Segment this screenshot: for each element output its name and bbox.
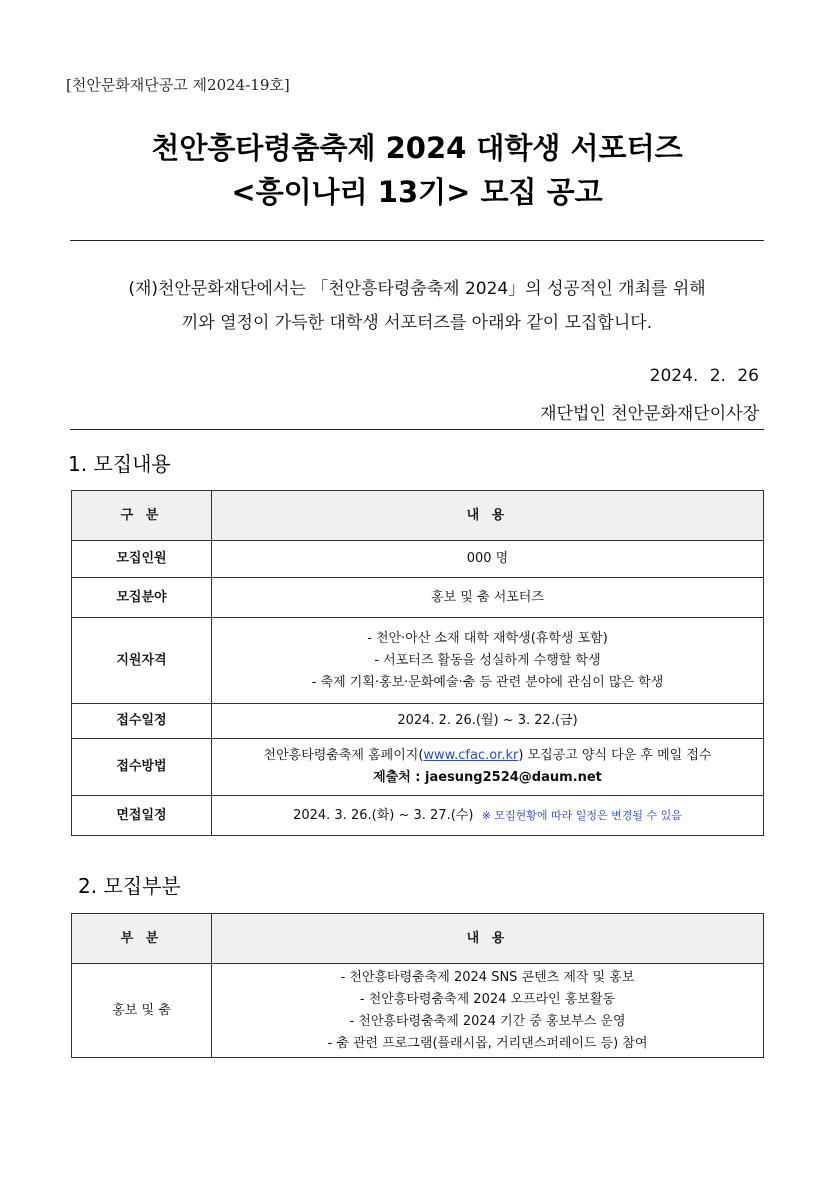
intro-line1: (재)천안문화재단에서는 「천안흥타령춤축제 2024」의 성공적인 개최를 위해 xyxy=(128,279,706,299)
title-divider xyxy=(70,240,764,241)
row-label: 모집인원 xyxy=(72,541,212,578)
row-label: 접수방법 xyxy=(72,739,212,796)
column-header-category: 구 분 xyxy=(72,491,212,541)
table-row xyxy=(72,739,764,796)
schedule-change-note: ※ 모집현황에 따라 일정은 변경될 수 있음 xyxy=(481,808,682,822)
table-row xyxy=(72,618,764,704)
column-header-content: 내 용 xyxy=(212,914,764,964)
table-row xyxy=(72,541,764,578)
signoff-divider xyxy=(70,429,764,430)
qualification-line: - 천안·아산 소재 대학 재학생(휴학생 포함) xyxy=(367,630,608,646)
homepage-link[interactable]: www.cfac.or.kr xyxy=(423,748,519,763)
column-header-content: 내 용 xyxy=(212,491,764,541)
section2-heading: 2. 모집부분 xyxy=(78,874,181,898)
activity-line: - 천안흥타령춤축제 2024 오프라인 홍보활동 xyxy=(359,991,616,1007)
issuer-name: 재단법인 천안문화재단이사장 xyxy=(540,404,759,424)
activity-line: - 천안흥타령춤축제 2024 기간 중 홍보부스 운영 xyxy=(349,1013,626,1029)
issue-date: 2024. 2. 26 xyxy=(649,366,759,386)
row-label: 모집분야 xyxy=(72,578,212,618)
method-prefix: 천안흥타령춤축제 홈페이지( xyxy=(263,748,424,763)
submission-email-line xyxy=(218,767,757,789)
row-value-multiline xyxy=(212,964,764,1058)
submission-email[interactable]: jaesung2524@daum.net xyxy=(425,770,602,785)
section1-heading: 1. 모집내용 xyxy=(68,452,171,476)
activity-line: - 춤 관련 프로그램(플래시몹, 거리댄스퍼레이드 등) 참여 xyxy=(327,1035,648,1051)
activity-line: - 천안흥타령춤축제 2024 SNS 콘텐츠 제작 및 홍보 xyxy=(340,969,635,985)
table-row xyxy=(72,578,764,618)
row-value-multiline xyxy=(212,739,764,796)
table-header-row xyxy=(72,914,764,964)
qualification-line: - 서포터즈 활동을 성실하게 수행할 학생 xyxy=(374,652,601,668)
qualification-line: - 축제 기획·홍보·문화예술·춤 등 관련 분야에 관심이 많은 학생 xyxy=(311,674,664,690)
column-header-field: 부 분 xyxy=(72,914,212,964)
submission-method-line xyxy=(218,745,757,767)
row-value: 2024. 2. 26.(월) ~ 3. 22.(금) xyxy=(212,704,764,739)
row-value: 000 명 xyxy=(212,541,764,578)
row-value-multiline xyxy=(212,618,764,704)
recruitment-fields-table xyxy=(71,913,764,1058)
table-row xyxy=(72,704,764,739)
row-label: 지원자격 xyxy=(72,618,212,704)
document-title-line2: <흥이나리 13기> 모집 공고 xyxy=(231,175,603,209)
table-row xyxy=(72,796,764,836)
row-value: 홍보 및 춤 서포터즈 xyxy=(212,578,764,618)
row-label: 접수일정 xyxy=(72,704,212,739)
row-label: 홍보 및 춤 xyxy=(72,964,212,1058)
table-row xyxy=(72,964,764,1058)
row-value xyxy=(212,796,764,836)
method-suffix: ) 모집공고 양식 다운 후 메일 접수 xyxy=(518,748,712,763)
submission-label: 제출처 : xyxy=(373,770,426,785)
interview-dates: 2024. 3. 26.(화) ~ 3. 27.(수) xyxy=(293,807,474,823)
table-header-row xyxy=(72,491,764,541)
document-title-line1: 천안흥타령춤축제 2024 대학생 서포터즈 xyxy=(151,131,683,165)
recruitment-details-table xyxy=(71,490,764,836)
intro-line2: 끼와 열정이 가득한 대학생 서포터즈를 아래와 같이 모집합니다. xyxy=(181,313,653,333)
row-label: 면접일정 xyxy=(72,796,212,836)
notice-number: [천안문화재단공고 제2024-19호] xyxy=(66,76,290,94)
